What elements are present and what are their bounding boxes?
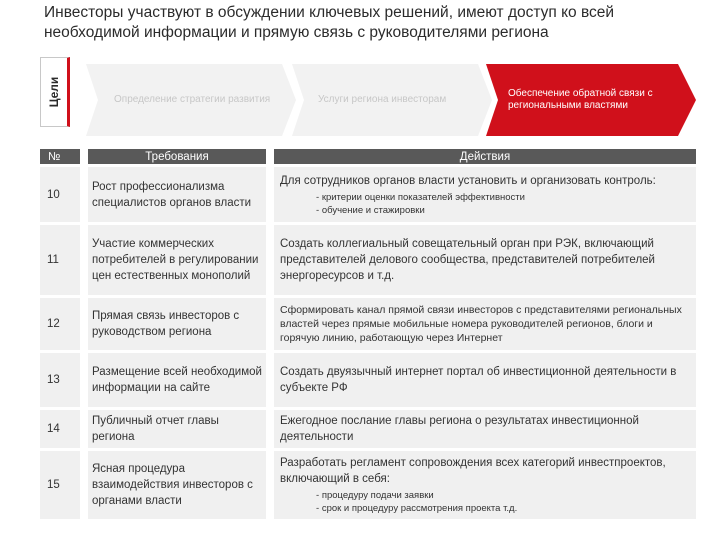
row-num: 10 — [40, 167, 80, 222]
row-requirement: Размещение всей необходимой информации на сайте — [88, 353, 266, 407]
goals-chevrons — [86, 64, 696, 136]
bullet-item: - срок и процедуру рассмотрения проекта т.д. — [316, 502, 692, 515]
goal-chevron-feedback — [486, 64, 696, 136]
row-action — [274, 451, 696, 519]
table-row — [40, 410, 696, 448]
goal-chevron-strategy — [86, 64, 296, 136]
goals-tab — [40, 57, 70, 127]
table-row — [40, 225, 696, 295]
row-action-text: Для сотрудников органов власти установить и организовать контроль: — [280, 174, 656, 187]
row-num: 15 — [40, 451, 80, 519]
action-bullets — [280, 191, 692, 217]
bullet-item: - обучение и стажировки — [316, 204, 692, 217]
page-title: Инвесторы участвуют в обсуждении ключевых решений, имеют доступ ко всей необходимой информации и прямую связь с руководителями региона — [44, 4, 615, 41]
action-bullets — [280, 489, 692, 515]
row-requirement: Рост профессионализма специалистов органов власти — [88, 167, 266, 222]
table-header — [40, 149, 696, 164]
bullet-item: - процедуру подачи заявки — [316, 489, 692, 502]
row-num: 11 — [40, 225, 80, 295]
row-action: Ежегодное послание главы региона о результатах инвестиционной деятельности — [274, 410, 696, 448]
row-requirement: Прямая связь инвесторов с руководством региона — [88, 298, 266, 350]
header-actions: Действия — [274, 149, 696, 164]
goals-label: Цели — [47, 76, 61, 108]
goal-label: Обеспечение обратной связи с региональными властями — [508, 88, 653, 111]
row-requirement: Ясная процедура взаимодействия инвесторов с органами власти — [88, 451, 266, 519]
goal-label: Определение стратегии развития — [114, 94, 271, 105]
row-action — [274, 167, 696, 222]
row-action: Создать коллегиальный совещательный орган при РЭК, включающий представителей делового сообщества, представителей потребителей энергоресурсов и т.д. — [274, 225, 696, 295]
header-requirements: Требования — [88, 149, 266, 164]
goal-chevron-services — [292, 64, 492, 136]
row-num: 13 — [40, 353, 80, 407]
row-requirement: Публичный отчет главы региона — [88, 410, 266, 448]
table-row — [40, 353, 696, 407]
bullet-item: - критерии оценки показателей эффективности — [316, 191, 692, 204]
requirements-table — [40, 146, 696, 522]
row-num: 12 — [40, 298, 80, 350]
table-row — [40, 451, 696, 519]
row-num: 14 — [40, 410, 80, 448]
row-action-text: Разработать регламент сопровождения всех категорий инвестпроектов, включающий в себя: — [280, 457, 666, 485]
table-row — [40, 167, 696, 222]
row-requirement: Участие коммерческих потребителей в регулировании цен естественных монополий — [88, 225, 266, 295]
header-num: № — [40, 149, 80, 164]
goal-label: Услуги региона инвесторам — [318, 94, 447, 105]
table-row — [40, 298, 696, 350]
row-action: Сформировать канал прямой связи инвесторов с представителями региональных властей через прямые мобильные номера руководителей регионов, блоги и горячую линию, работающую через Интернет — [274, 298, 696, 350]
row-action: Создать двуязычный интернет портал об инвестиционной деятельности в субъекте РФ — [274, 353, 696, 407]
